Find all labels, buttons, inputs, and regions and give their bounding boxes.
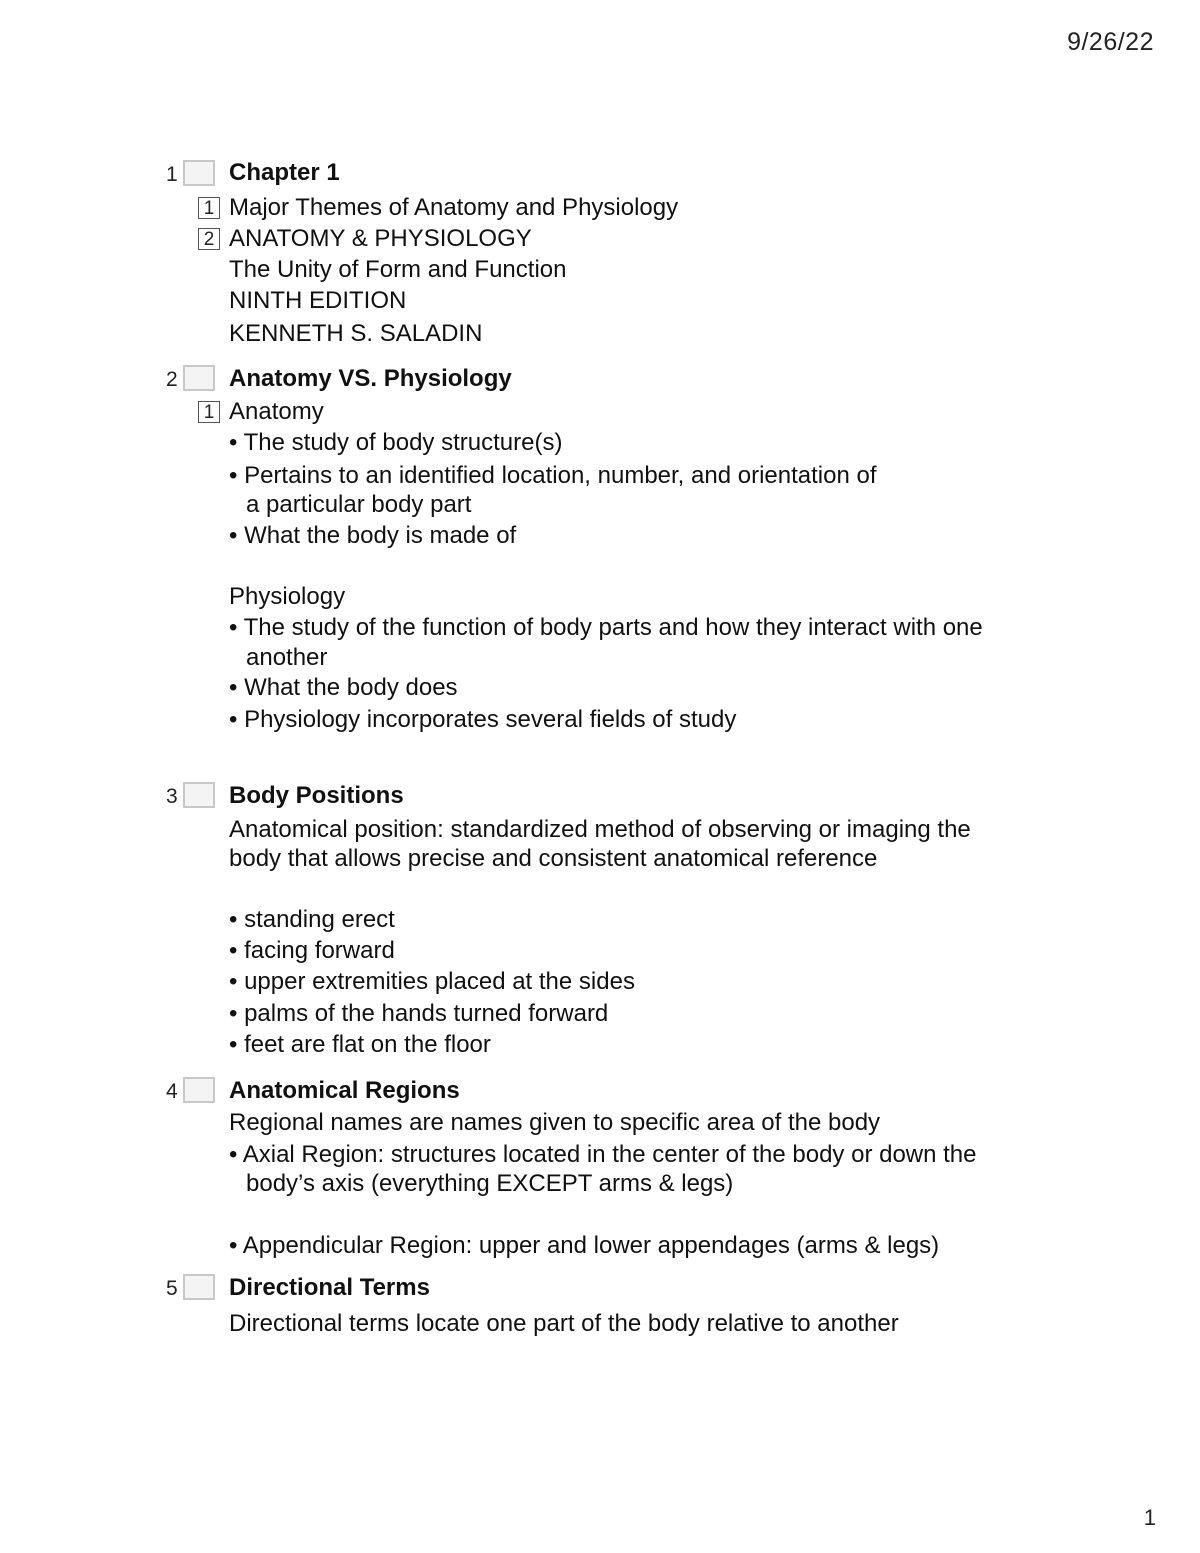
- anatomy-bullet-2: • Pertains to an identified location, number, and orientation of: [229, 462, 877, 489]
- slide-2-thumbnail[interactable]: [183, 365, 215, 391]
- slide-3-title: Body Positions: [229, 782, 404, 809]
- page-number: 1: [1143, 1505, 1156, 1530]
- body-positions-intro-2: body that allows precise and consistent anatomical reference: [229, 845, 878, 872]
- physiology-bullet-1-cont: another: [246, 644, 328, 671]
- slide-2-title: Anatomy VS. Physiology: [229, 365, 512, 392]
- physiology-bullet-1: • The study of the function of body parts and how they interact with one: [229, 614, 983, 641]
- page-date: 9/26/22: [1067, 28, 1154, 56]
- slide-4-title: Anatomical Regions: [229, 1077, 460, 1104]
- slide-3-thumbnail[interactable]: [183, 782, 215, 808]
- slide-1-sub-1-line: Major Themes of Anatomy and Physiology: [229, 194, 679, 221]
- slide-1-sub-1-badge: 1: [198, 197, 220, 219]
- body-positions-bullet-3: • upper extremities placed at the sides: [229, 968, 635, 995]
- slide-3-number: 3: [166, 785, 178, 808]
- body-positions-intro-1: Anatomical position: standardized method of observing or imaging the: [229, 816, 971, 843]
- slide-1-thumbnail[interactable]: [183, 160, 215, 186]
- physiology-bullet-3: • Physiology incorporates several fields of study: [229, 706, 737, 733]
- slide-1-title: Chapter 1: [229, 159, 340, 186]
- slide-1-sub-2-line-4: KENNETH S. SALADIN: [229, 320, 483, 347]
- anatomy-bullet-1: • The study of body structure(s): [229, 429, 563, 456]
- physiology-bullet-2: • What the body does: [229, 674, 458, 701]
- directional-terms-intro: Directional terms locate one part of the body relative to another: [229, 1310, 899, 1337]
- slide-1-sub-2-badge: 2: [198, 228, 220, 250]
- slide-1-sub-2-line-1: ANATOMY & PHYSIOLOGY: [229, 225, 532, 252]
- slide-5-number: 5: [166, 1277, 178, 1300]
- regions-bullet-1: • Axial Region: structures located in the center of the body or down the: [229, 1141, 977, 1168]
- slide-4-thumbnail[interactable]: [183, 1077, 215, 1103]
- anatomy-bullet-3: • What the body is made of: [229, 522, 517, 549]
- body-positions-bullet-2: • facing forward: [229, 937, 395, 964]
- slide-1-sub-2-line-3: NINTH EDITION: [229, 287, 407, 314]
- anatomy-bullet-2-cont: a particular body part: [246, 491, 472, 518]
- regions-intro: Regional names are names given to specific area of the body: [229, 1109, 881, 1136]
- regions-bullet-1-cont: body’s axis (everything EXCEPT arms & legs): [246, 1170, 734, 1197]
- body-positions-bullet-5: • feet are flat on the floor: [229, 1031, 491, 1058]
- slide-1-sub-2-line-2: The Unity of Form and Function: [229, 256, 567, 283]
- slide-5-title: Directional Terms: [229, 1274, 430, 1301]
- physiology-heading: Physiology: [229, 583, 346, 610]
- slide-1-number: 1: [166, 163, 178, 186]
- slide-5-thumbnail[interactable]: [183, 1274, 215, 1300]
- body-positions-bullet-1: • standing erect: [229, 906, 395, 933]
- slide-2-sub-1-badge: 1: [198, 401, 220, 423]
- anatomy-heading: Anatomy: [229, 398, 324, 425]
- regions-bullet-2: • Appendicular Region: upper and lower appendages (arms & legs): [229, 1232, 940, 1259]
- slide-2-number: 2: [166, 368, 178, 391]
- slide-4-number: 4: [166, 1080, 178, 1103]
- body-positions-bullet-4: • palms of the hands turned forward: [229, 1000, 609, 1027]
